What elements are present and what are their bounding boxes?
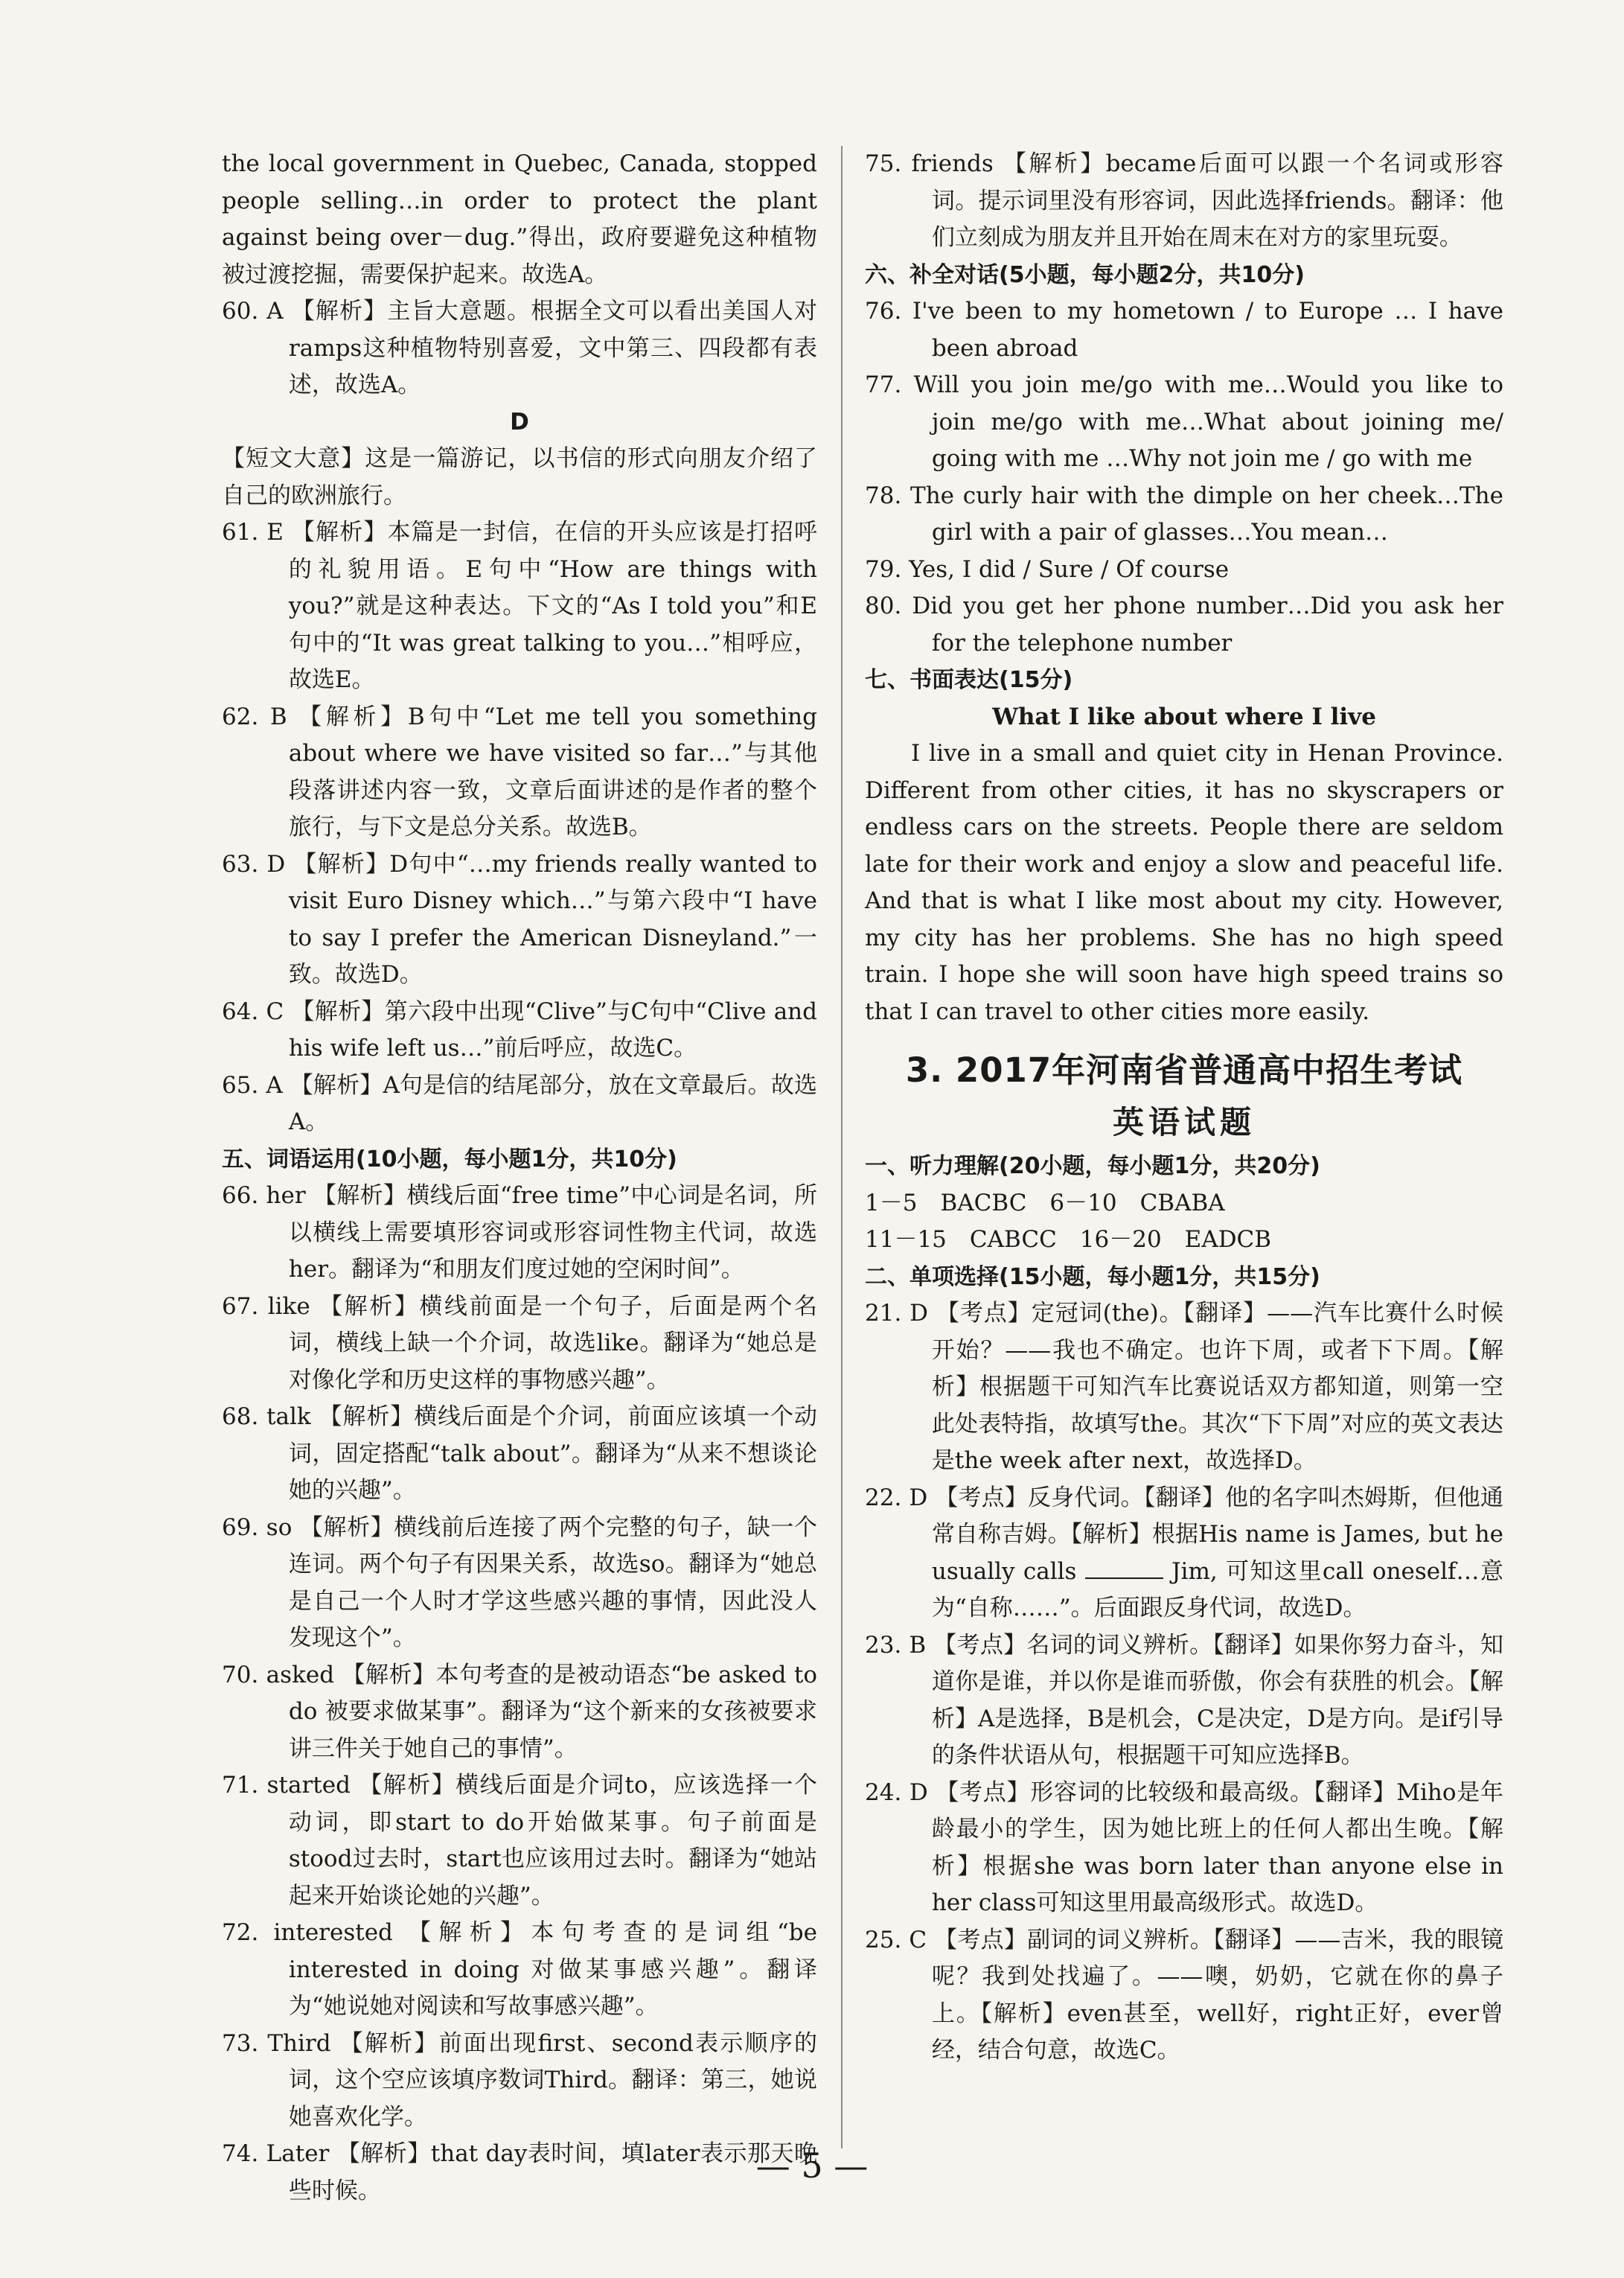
answer-item: 67. like 【解析】横线前面是一个句子，后面是两个名词，横线上缺一个介词，故选like。翻译为“她总是对像化学和历史这样的事物感兴趣”。 <box>222 1292 817 1394</box>
passage-label: D <box>510 408 529 436</box>
answer-item: 75. friends 【解析】became后面可以跟一个名词或形容词。提示词里没有形容词，因此选择friends。翻译：他们立刻成为朋友并且开始在周末在对方的家里玩耍。 <box>865 150 1503 251</box>
section-heading: 五、词语运用(10小题，每小题1分，共10分) <box>222 1146 677 1172</box>
answer-item: 23. B 【考点】名词的词义辨析。【翻译】如果你努力奋斗，知道你是谁，并以你是谁而骄傲，你会有获胜的机会。【解析】A是选择，B是机会，C是决定，D是方向。是if引导的条件状语从句，根据题干可知应选择B。 <box>865 1631 1503 1769</box>
answer-item: 62. B 【解析】B句中“Let me tell you something about where we have visited so far…”与其他段落讲述内容一致，文章后面讲述的是作者的整个旅行，与下文是总分关系。故选B。 <box>222 703 817 840</box>
paragraph: 【短文大意】这是一篇游记，以书信的形式向朋友介绍了自己的欧洲旅行。 <box>222 445 817 509</box>
answer-item: 63. D 【解析】D句中“…my friends really wanted to visit Euro Disney which…”与第六段中“I have to say I prefer the American Disneyland.”一致。故选D。 <box>222 850 817 988</box>
answer-item: 70. asked 【解析】本句考查的是被动语态“be asked to do 被要求做某事”。翻译为“这个新来的女孩被要求讲三件关于她自己的事情”。 <box>222 1661 817 1762</box>
answer-item: 76. I've been to my hometown / to Europe … I have been abroad <box>865 298 1503 362</box>
answer-item: 64. C 【解析】第六段中出现“Clive”与C句中“Clive and his wife left us…”前后呼应，故选C。 <box>222 998 817 1062</box>
answer-section-c <box>865 1627 1503 2070</box>
answer-section-b <box>865 1148 1503 1480</box>
answer-section-a <box>865 146 1503 1030</box>
answer-item: 71. started 【解析】横线后面是介词to，应该选择一个动词，即start to do开始做某事。句子前面是stood过去时，start也应该用过去时。翻译为“她站起来开始谈论她的兴趣”。 <box>222 1772 817 1910</box>
answer-item: 78. The curly hair with the dimple on her cheek…The girl with a pair of glasses…You mean… <box>865 482 1503 546</box>
item-22-text-after: Jim, 可知这里call oneself…意为“自称……”。后面跟反身代词，故选D。 <box>931 1557 1503 1621</box>
page-number: — 5 — <box>755 2145 869 2186</box>
answer-item: 74. Later 【解析】that day表时间，填later表示那天晚些时候。 <box>222 2140 817 2204</box>
exam-title: 3. 2017年河南省普通高中招生考试 <box>905 1050 1463 1090</box>
paragraph: the local government in Quebec, Canada, stopped people selling…in order to protect the plant against being over－dug.”得出，政府要避免这种植物被过渡挖掘，需要保护起来。故选A。 <box>222 150 817 288</box>
answer-item: 24. D 【考点】形容词的比较级和最高级。【翻译】Miho是年龄最小的学生，因为她比班上的任何人都出生晚。【解析】根据she was born later than anyone else in her class可知这里用最高级形式。故选D。 <box>865 1778 1503 1916</box>
answer-item: 69. so 【解析】横线前后连接了两个完整的句子，缺一个连词。两个句子有因果关系，故选so。翻译为“她总是自己一个人时才学这些感兴趣的事情，因此没人发现这个”。 <box>222 1513 817 1651</box>
fill-in-blank <box>1085 1557 1163 1579</box>
paragraph: 11－15 CABCC 16－20 EADCB <box>865 1226 1272 1253</box>
section-heading: 七、书面表达(15分) <box>865 667 1073 693</box>
right-column <box>865 146 1503 2070</box>
essay-body: I live in a small and quiet city in Henan Province. Different from other cities, it has no skyscrapers or endless cars on the streets. People there are seldom late for their work and enjoy a slow and peaceful life. And that is what I like most about my city. However, my city has her problems. She has no high speed train. I hope she will soon have high speed trains so that I can travel to other cities more easily. <box>865 740 1503 1025</box>
answer-item: 21. D 【考点】定冠词(the)。【翻译】——汽车比赛什么时候开始？——我也不确定。也许下周，或者下下周。【解析】根据题干可知汽车比赛说话双方都知道，则第一空此处表特指，故填写the。其次“下下周”对应的英文表达是the week after next，故选择D。 <box>865 1300 1503 1474</box>
item-22-text-before: 22. D 【考点】反身代词。【翻译】他的名字叫杰姆斯，但他通常自称吉姆。【解析】根据His name is James, but he usually calls <box>865 1484 1503 1585</box>
answer-item: 68. talk 【解析】横线后面是个介词，前面应该填一个动词，固定搭配“talk about”。翻译为“从来不想谈论她的兴趣”。 <box>222 1403 817 1504</box>
essay-title: What I like about where I live <box>992 703 1376 730</box>
section-heading: 二、单项选择(15小题，每小题1分，共15分) <box>865 1263 1320 1290</box>
answer-item: 79. Yes, I did / Sure / Of course <box>865 555 1230 583</box>
answer-item: 60. A 【解析】主旨大意题。根据全文可以看出美国人对ramps这种植物特别喜爱，文中第三、四段都有表述，故选A。 <box>222 298 817 398</box>
answer-item: 80. Did you get her phone number…Did you ask her for the telephone number <box>865 593 1503 657</box>
section-heading: 六、补全对话(5小题，每小题2分，共10分) <box>865 261 1305 288</box>
answer-item: 72. interested 【解析】本句考查的是词组“be interested in doing 对做某事感兴趣”。翻译为“她说她对阅读和写故事感兴趣”。 <box>222 1919 817 2020</box>
answer-item: 61. E 【解析】本篇是一封信，在信的开头应该是打招呼的礼貌用语。E句中“How are things with you?”就是这种表达。下文的“As I told you”和E句中的“It was great talking to you…”相呼应，故选E。 <box>222 519 817 693</box>
answer-item: 65. A 【解析】A句是信的结尾部分，放在文章最后。故选A。 <box>222 1071 817 1135</box>
answer-item: 73. Third 【解析】前面出现first、second表示顺序的词，这个空应该填序数词Third。翻译：第三，她说她喜欢化学。 <box>222 2029 817 2131</box>
section-heading: 一、听力理解(20小题，每小题1分，共20分) <box>865 1153 1320 1179</box>
column-divider <box>841 146 843 2148</box>
answer-item: 66. her 【解析】横线后面“free time”中心词是名词，所以横线上需要填形容词或形容词性物主代词，故选her。翻译为“和朋友们度过她的空闲时间”。 <box>222 1182 817 1283</box>
answer-item: 25. C 【考点】副词的词义辨析。【翻译】——吉米，我的眼镜呢？我到处找遍了。——噢，奶奶，它就在你的鼻子上。【解析】even甚至，well好，right正好，ever曾经，结合句意，故选C。 <box>865 1926 1503 2064</box>
paragraph: 1－5 BACBC 6－10 CBABA <box>865 1189 1225 1216</box>
left-column <box>222 146 817 2210</box>
answer-item-22 <box>865 1480 1503 1627</box>
exam-subtitle: 英语试题 <box>1112 1104 1256 1140</box>
answer-item: 77. Will you join me/go with me…Would you like to join me/go with me…What about joining me/ going with me …Why not join me / go with me <box>865 371 1503 472</box>
